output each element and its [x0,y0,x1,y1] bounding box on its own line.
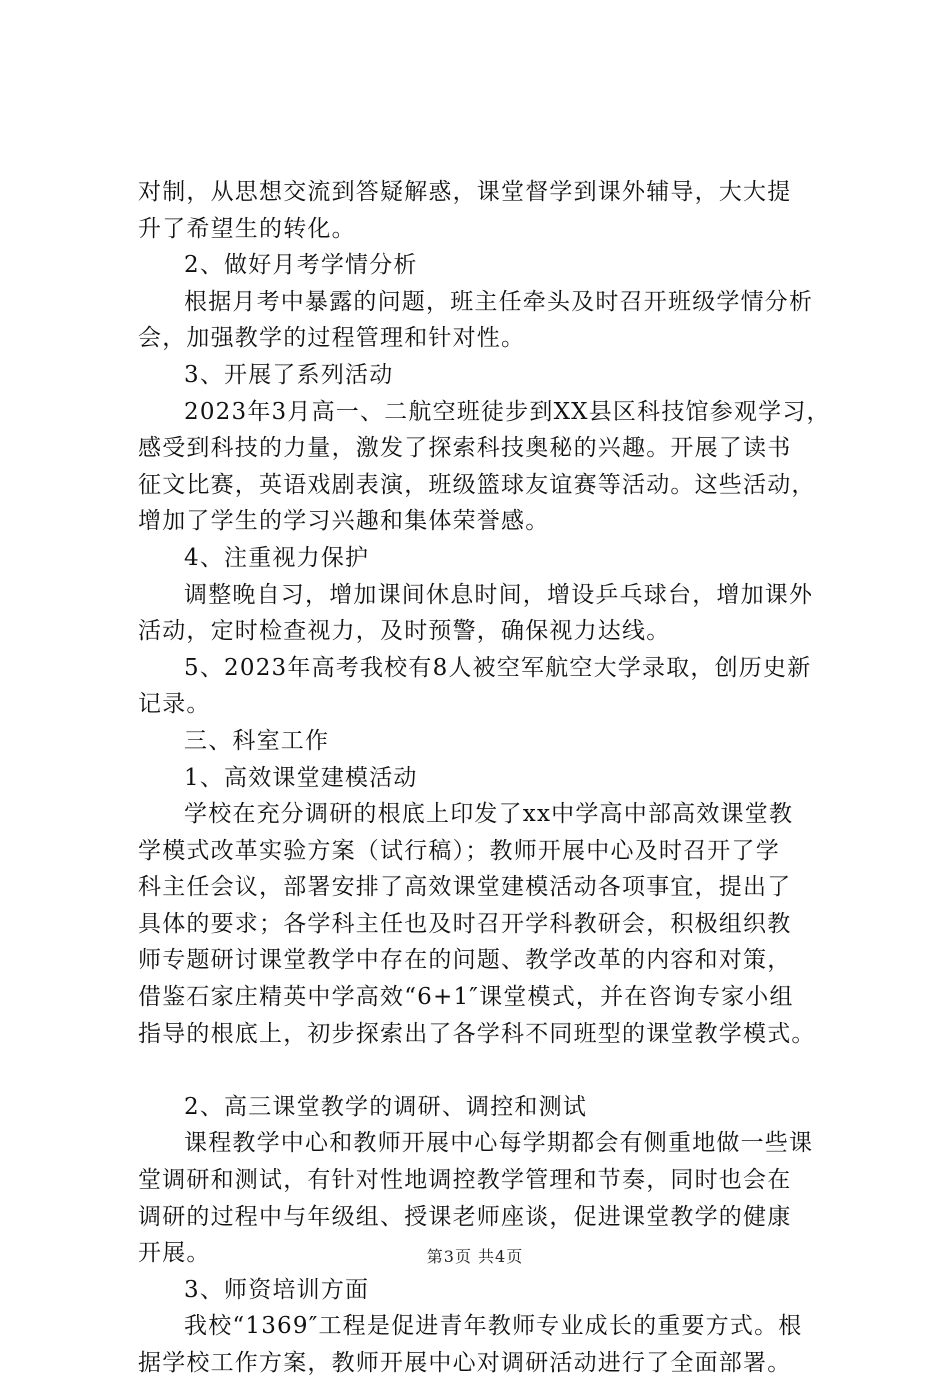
paragraph-line: 感受到科技的力量，激发了探索科技奥秘的兴趣。开展了读书 [138,435,792,462]
paragraph-line: 课程教学中心和教师开展中心每学期都会有侧重地做一些课 [184,1130,814,1157]
section-heading: 3、开展了系列活动 [184,361,394,388]
paragraph-line: 师专题研讨课堂教学中存在的问题、教学改革的内容和对策， [138,947,792,974]
section-heading: 3、师资培训方面 [184,1276,370,1303]
document-body [138,174,850,1382]
paragraph-line: 学校在充分调研的根底上印发了xx中学高中部高效课堂教 [184,801,794,828]
section-heading: 1、高效课堂建模活动 [184,764,418,791]
paragraph-line: 堂调研和测试，有针对性地调控教学管理和节奏，同时也会在 [138,1167,792,1194]
paragraph-line: 调研的过程中与年级组、授课老师座谈，促进课堂教学的健康 [138,1203,792,1230]
page-number-footer: 第3页 共4页 [426,1247,524,1266]
paragraph-line: 增加了学生的学习兴趣和集体荣誉感。 [138,508,550,535]
paragraph-line: 根据月考中暴露的问题，班主任牵头及时召开班级学情分析 [184,288,814,315]
paragraph-line: 据学校工作方案，教师开展中心对调研活动进行了全面部署。 [138,1350,792,1376]
paragraph-line: 科主任会议，部署安排了高效课堂建模活动各项事宜，提出了 [138,874,792,901]
paragraph-line: 学模式改革实验方案（试行稿）；教师开展中心及时召开了学 [138,837,780,864]
paragraph-line: 我校“1369″工程是促进青年教师专业成长的重要方式。根 [184,1313,803,1340]
paragraph-line: 对制，从思想交流到答疑解惑，课堂督学到课外辅导，大大提 [138,179,792,205]
paragraph-line: 记录。 [138,691,211,718]
paragraph-line: 开展。 [138,1240,211,1267]
paragraph-line: 会，加强教学的过程管理和针对性。 [138,325,526,352]
paragraph-line: 征文比赛，英语戏剧表演，班级篮球友谊赛等活动。这些活动， [138,471,816,498]
paragraph-line: 升了希望生的转化。 [138,215,356,242]
paragraph-line: 具体的要求；各学科主任也及时召开学科教研会，积极组织教 [138,910,792,937]
paragraph-line: 调整晚自习，增加课间休息时间，增设乒乓球台，增加课外 [184,581,814,608]
paragraph-line: 2023年3月高一、二航空班徒步到XX县区科技馆参观学习， [184,398,831,425]
section-heading: 4、注重视力保护 [184,544,370,571]
section-heading: 2、做好月考学情分析 [184,252,418,279]
section-heading: 三、科室工作 [184,727,330,754]
paragraph-line: 5、2023年高考我校有8人被空军航空大学录取，创历史新 [184,654,812,681]
paragraph-line: 借鉴石家庄精英中学高效“6+1″课堂模式，并在咨询专家小组 [138,984,794,1011]
section-heading: 2、高三课堂教学的调研、调控和测试 [184,1093,588,1120]
paragraph-line: 指导的根底上，初步探索出了各学科不同班型的课堂教学模式。 [138,1020,816,1047]
paragraph-line: 活动，定时检查视力，及时预警，确保视力达线。 [138,618,671,645]
paragraph-gap [138,1052,850,1089]
